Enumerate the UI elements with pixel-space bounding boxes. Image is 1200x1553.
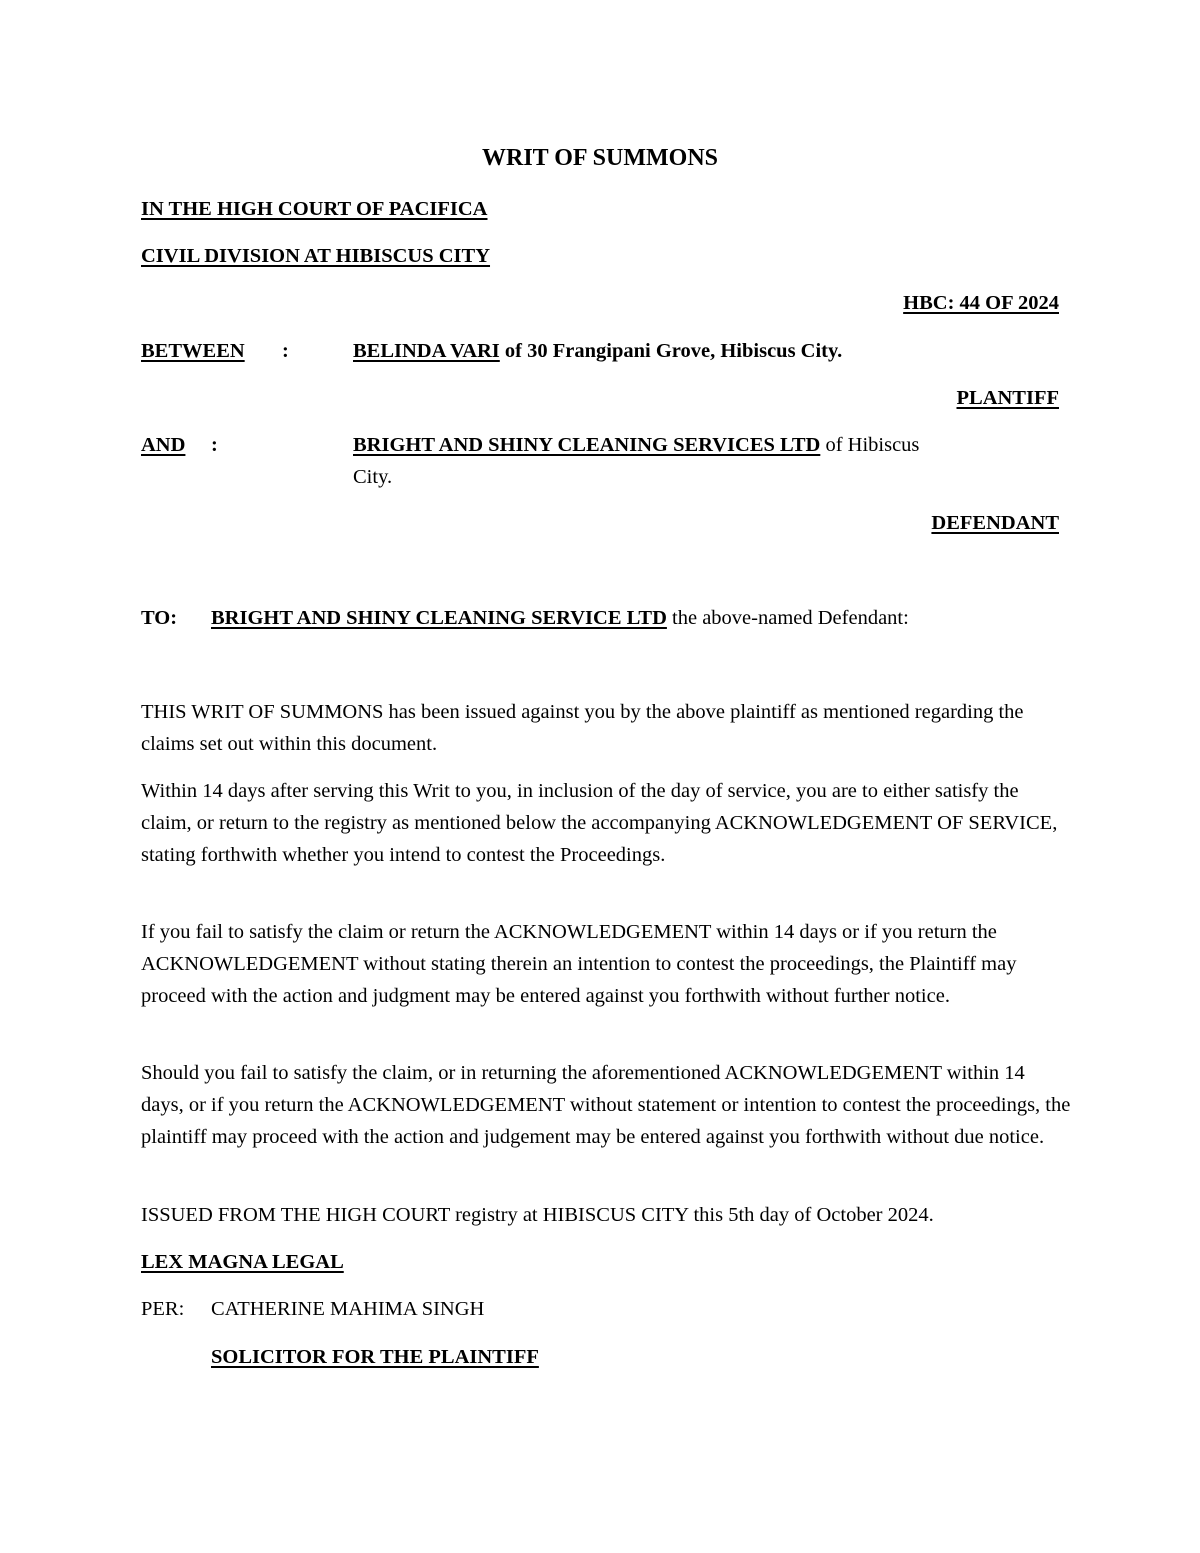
paragraph-within-14-days: Within 14 days after serving this Writ to you, in inclusion of the day of service, you are to either satisfy the claim, or return to the registry as mentioned below the accompanying ACKNOWLEDGEMENT OF SERVICE, stating forthwith whether you intend to contest the Proceedings. xyxy=(141,780,1058,866)
to-name: BRIGHT AND SHINY CLEANING SERVICE LTD xyxy=(211,607,667,629)
defendant-role: DEFENDANT xyxy=(931,512,1059,534)
to-line xyxy=(211,602,909,634)
paragraph-if-you-fail: If you fail to satisfy the claim or return the ACKNOWLEDGEMENT within 14 days or if you return the ACKNOWLEDGEMENT without stating therein an intention to contest the proceedings, the Plaintiff may proceed with the action and judgment may be entered against you forthwith without further notice. xyxy=(141,921,1017,1007)
court-name: IN THE HIGH COURT OF PACIFICA xyxy=(141,198,488,220)
per-label: PER: xyxy=(141,1298,185,1320)
firm-name: LEX MAGNA LEGAL xyxy=(141,1251,344,1273)
defendant-name: BRIGHT AND SHINY CLEANING SERVICES LTD xyxy=(353,434,821,456)
and-label: AND xyxy=(141,434,186,456)
plaintiff-role: PLANTIFF xyxy=(956,387,1059,409)
document-title: WRIT OF SUMMONS xyxy=(481,145,718,171)
signatory-name: CATHERINE MAHIMA SINGH xyxy=(211,1298,485,1320)
plaintiff-address: of 30 Frangipani Grove, Hibiscus City. xyxy=(504,340,843,362)
plaintiff-line xyxy=(353,335,842,367)
paragraph-should-you-fail: Should you fail to satisfy the claim, or in returning the aforementioned ACKNOWLEDGEMENT within 14 days, or if you return the ACKNOWLEDGEMENT without statement or intention to contest the proceedings, the plaintiff may proceed with the action and judgement may be entered against you forthwith without due notice. xyxy=(141,1062,1071,1148)
case-number: HBC: 44 OF 2024 xyxy=(903,292,1059,314)
plaintiff-name: BELINDA VARI xyxy=(353,340,500,362)
defendant-address-line1: of Hibiscus xyxy=(825,434,920,456)
paragraph-intro: THIS WRIT OF SUMMONS has been issued against you by the above plaintiff as mentioned regarding the claims set out within this document. xyxy=(141,701,1024,755)
defendant-line xyxy=(353,429,919,461)
paragraph-issued: ISSUED FROM THE HIGH COURT registry at HIBISCUS CITY this 5th day of October 2024. xyxy=(141,1204,934,1226)
defendant-address-line2: City. xyxy=(353,466,393,488)
and-colon: : xyxy=(211,434,218,456)
between-colon: : xyxy=(282,340,289,362)
to-suffix: the above-named Defendant: xyxy=(672,607,909,629)
court-division: CIVIL DIVISION AT HIBISCUS CITY xyxy=(141,245,491,267)
between-label: BETWEEN xyxy=(141,340,245,362)
to-label: TO: xyxy=(141,607,178,629)
signatory-role: SOLICITOR FOR THE PLAINTIFF xyxy=(211,1346,539,1368)
